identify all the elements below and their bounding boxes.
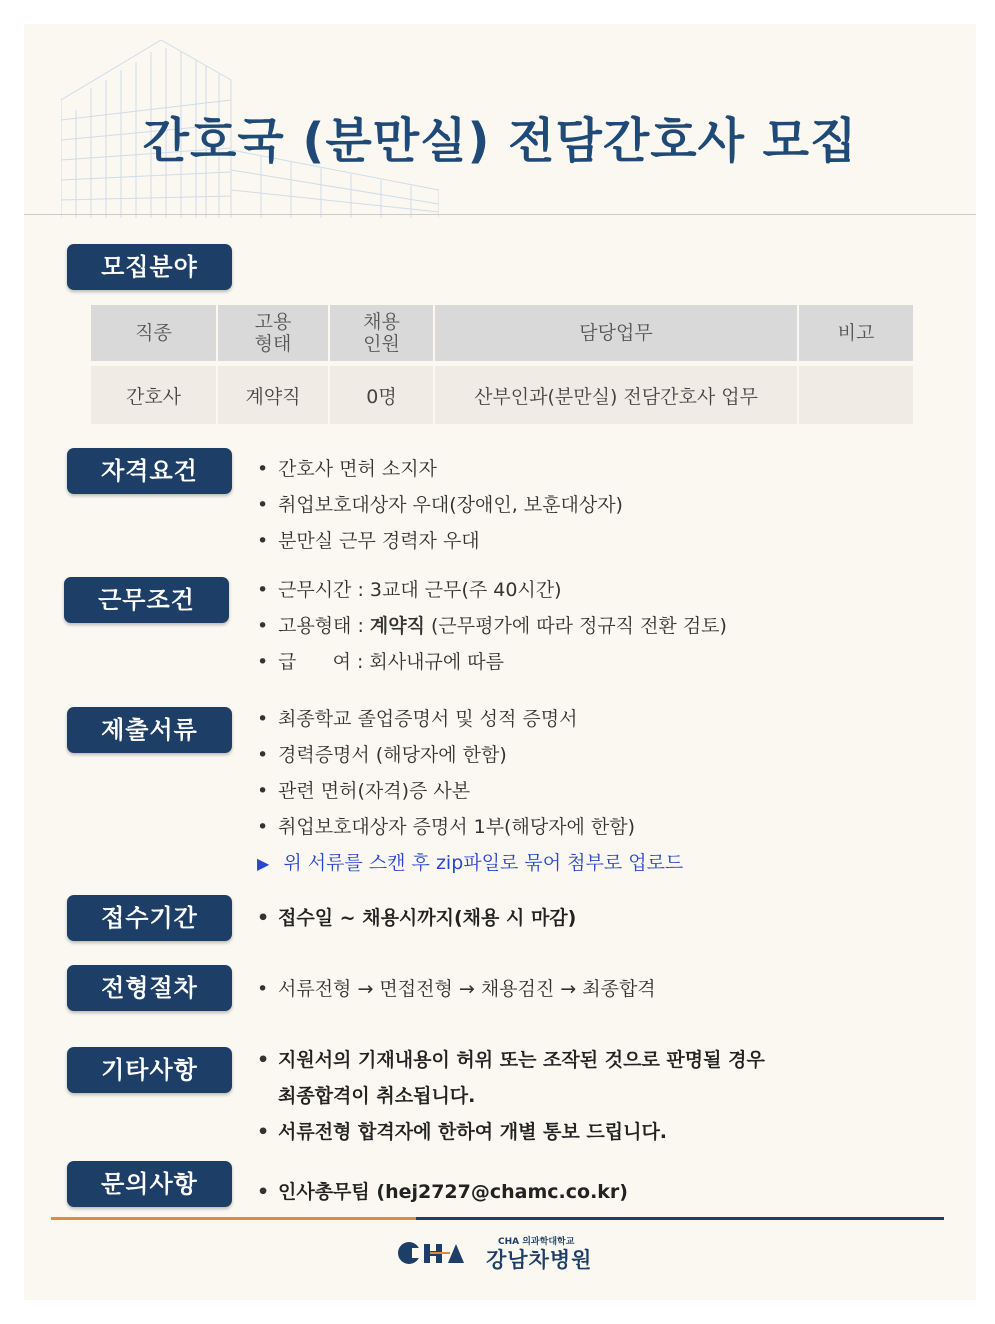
section-label: 근무조건 [98,586,195,614]
list-item-continuation: 최종합격이 취소됩니다. [278,1085,476,1107]
section-badge-recruit [67,244,232,290]
list-item: • 최종학교 졸업증명서 및 성적 증명서 [257,701,683,737]
header-employment-type: 고용 형태 [218,305,328,361]
table-header-row [91,305,913,361]
poster [24,24,976,1300]
documents-list [257,701,683,881]
section-label: 문의사항 [101,1170,198,1198]
section-label: 기타사항 [101,1056,198,1084]
cell-headcount: 0명 [330,361,433,424]
list-item: • 서류전형 → 면접전형 → 채용검진 → 최종합격 [257,971,656,1007]
table-row [91,361,913,424]
header-remarks: 비고 [799,305,913,361]
documents-note: ▶ 위 서류를 스캔 후 zip파일로 묶어 첨부로 업로드 [257,852,684,874]
cell-duties: 산부인과(분만실) 전담간호사 업무 [435,361,797,424]
list-item: • 취업보호대상자 증명서 1부(해당자에 한함) [257,809,683,845]
section-badge-process [67,965,232,1011]
footer-divider-orange [51,1217,416,1220]
section-label: 모집분야 [101,253,198,281]
list-item: • 지원서의 기재내용이 허위 또는 조작된 것으로 판명될 경우 [257,1042,765,1078]
header-job: 직종 [91,305,216,361]
logo-subtitle: CHA 의과학대학교 [498,1237,575,1247]
cell-employment-type: 계약직 [218,361,328,424]
hospital-name: 강남차병원 [486,1248,593,1272]
list-item: • 근무시간 : 3교대 근무(주 40시간) [257,572,727,608]
list-item: • 취업보호대상자 우대(장애인, 보훈대상자) [257,487,623,523]
period-list [257,900,576,936]
play-triangle-icon: ▶ [257,854,270,873]
section-badge-period [67,895,232,941]
section-badge-conditions [64,577,229,623]
qualification-list [257,451,623,559]
conditions-list [257,572,727,680]
section-label: 접수기간 [101,904,198,932]
section-badge-qualification [67,448,232,494]
list-item: • 서류전형 합격자에 한하여 개별 통보 드립니다. [257,1114,765,1150]
list-item: • 고용형태 : 계약직 (근무평가에 따라 정규직 전환 검토) [257,608,727,644]
list-item: • 간호사 면허 소지자 [257,451,623,487]
list-item: • 분만실 근무 경력자 우대 [257,523,623,559]
section-label: 자격요건 [101,457,198,485]
process-list [257,971,656,1007]
header-headcount: 채용 인원 [330,305,433,361]
list-item: • 접수일 ~ 채용시까지(채용 시 마감) [257,900,576,936]
others-list [257,1042,765,1150]
list-item: • 인사총무팀 (hej2727@chamc.co.kr) [257,1174,628,1210]
cell-job: 간호사 [91,361,216,424]
page-title: 간호국 (분만실) 전담간호사 모집 [142,113,858,169]
list-item: • 관련 면허(자격)증 사본 [257,773,683,809]
cell-remarks [799,361,913,424]
header-duties: 담당업무 [435,305,797,361]
list-item: • 급 여 : 회사내규에 따름 [257,644,727,680]
footer-divider-navy [416,1217,944,1220]
section-label: 전형절차 [101,974,198,1002]
inquiry-list [257,1174,628,1210]
section-badge-documents [67,707,232,753]
title-divider [24,214,976,215]
section-badge-inquiry [67,1161,232,1207]
recruitment-table [89,305,915,424]
list-item: • 경력증명서 (해당자에 한함) [257,737,683,773]
section-label: 제출서류 [101,716,198,744]
section-badge-others [67,1047,232,1093]
